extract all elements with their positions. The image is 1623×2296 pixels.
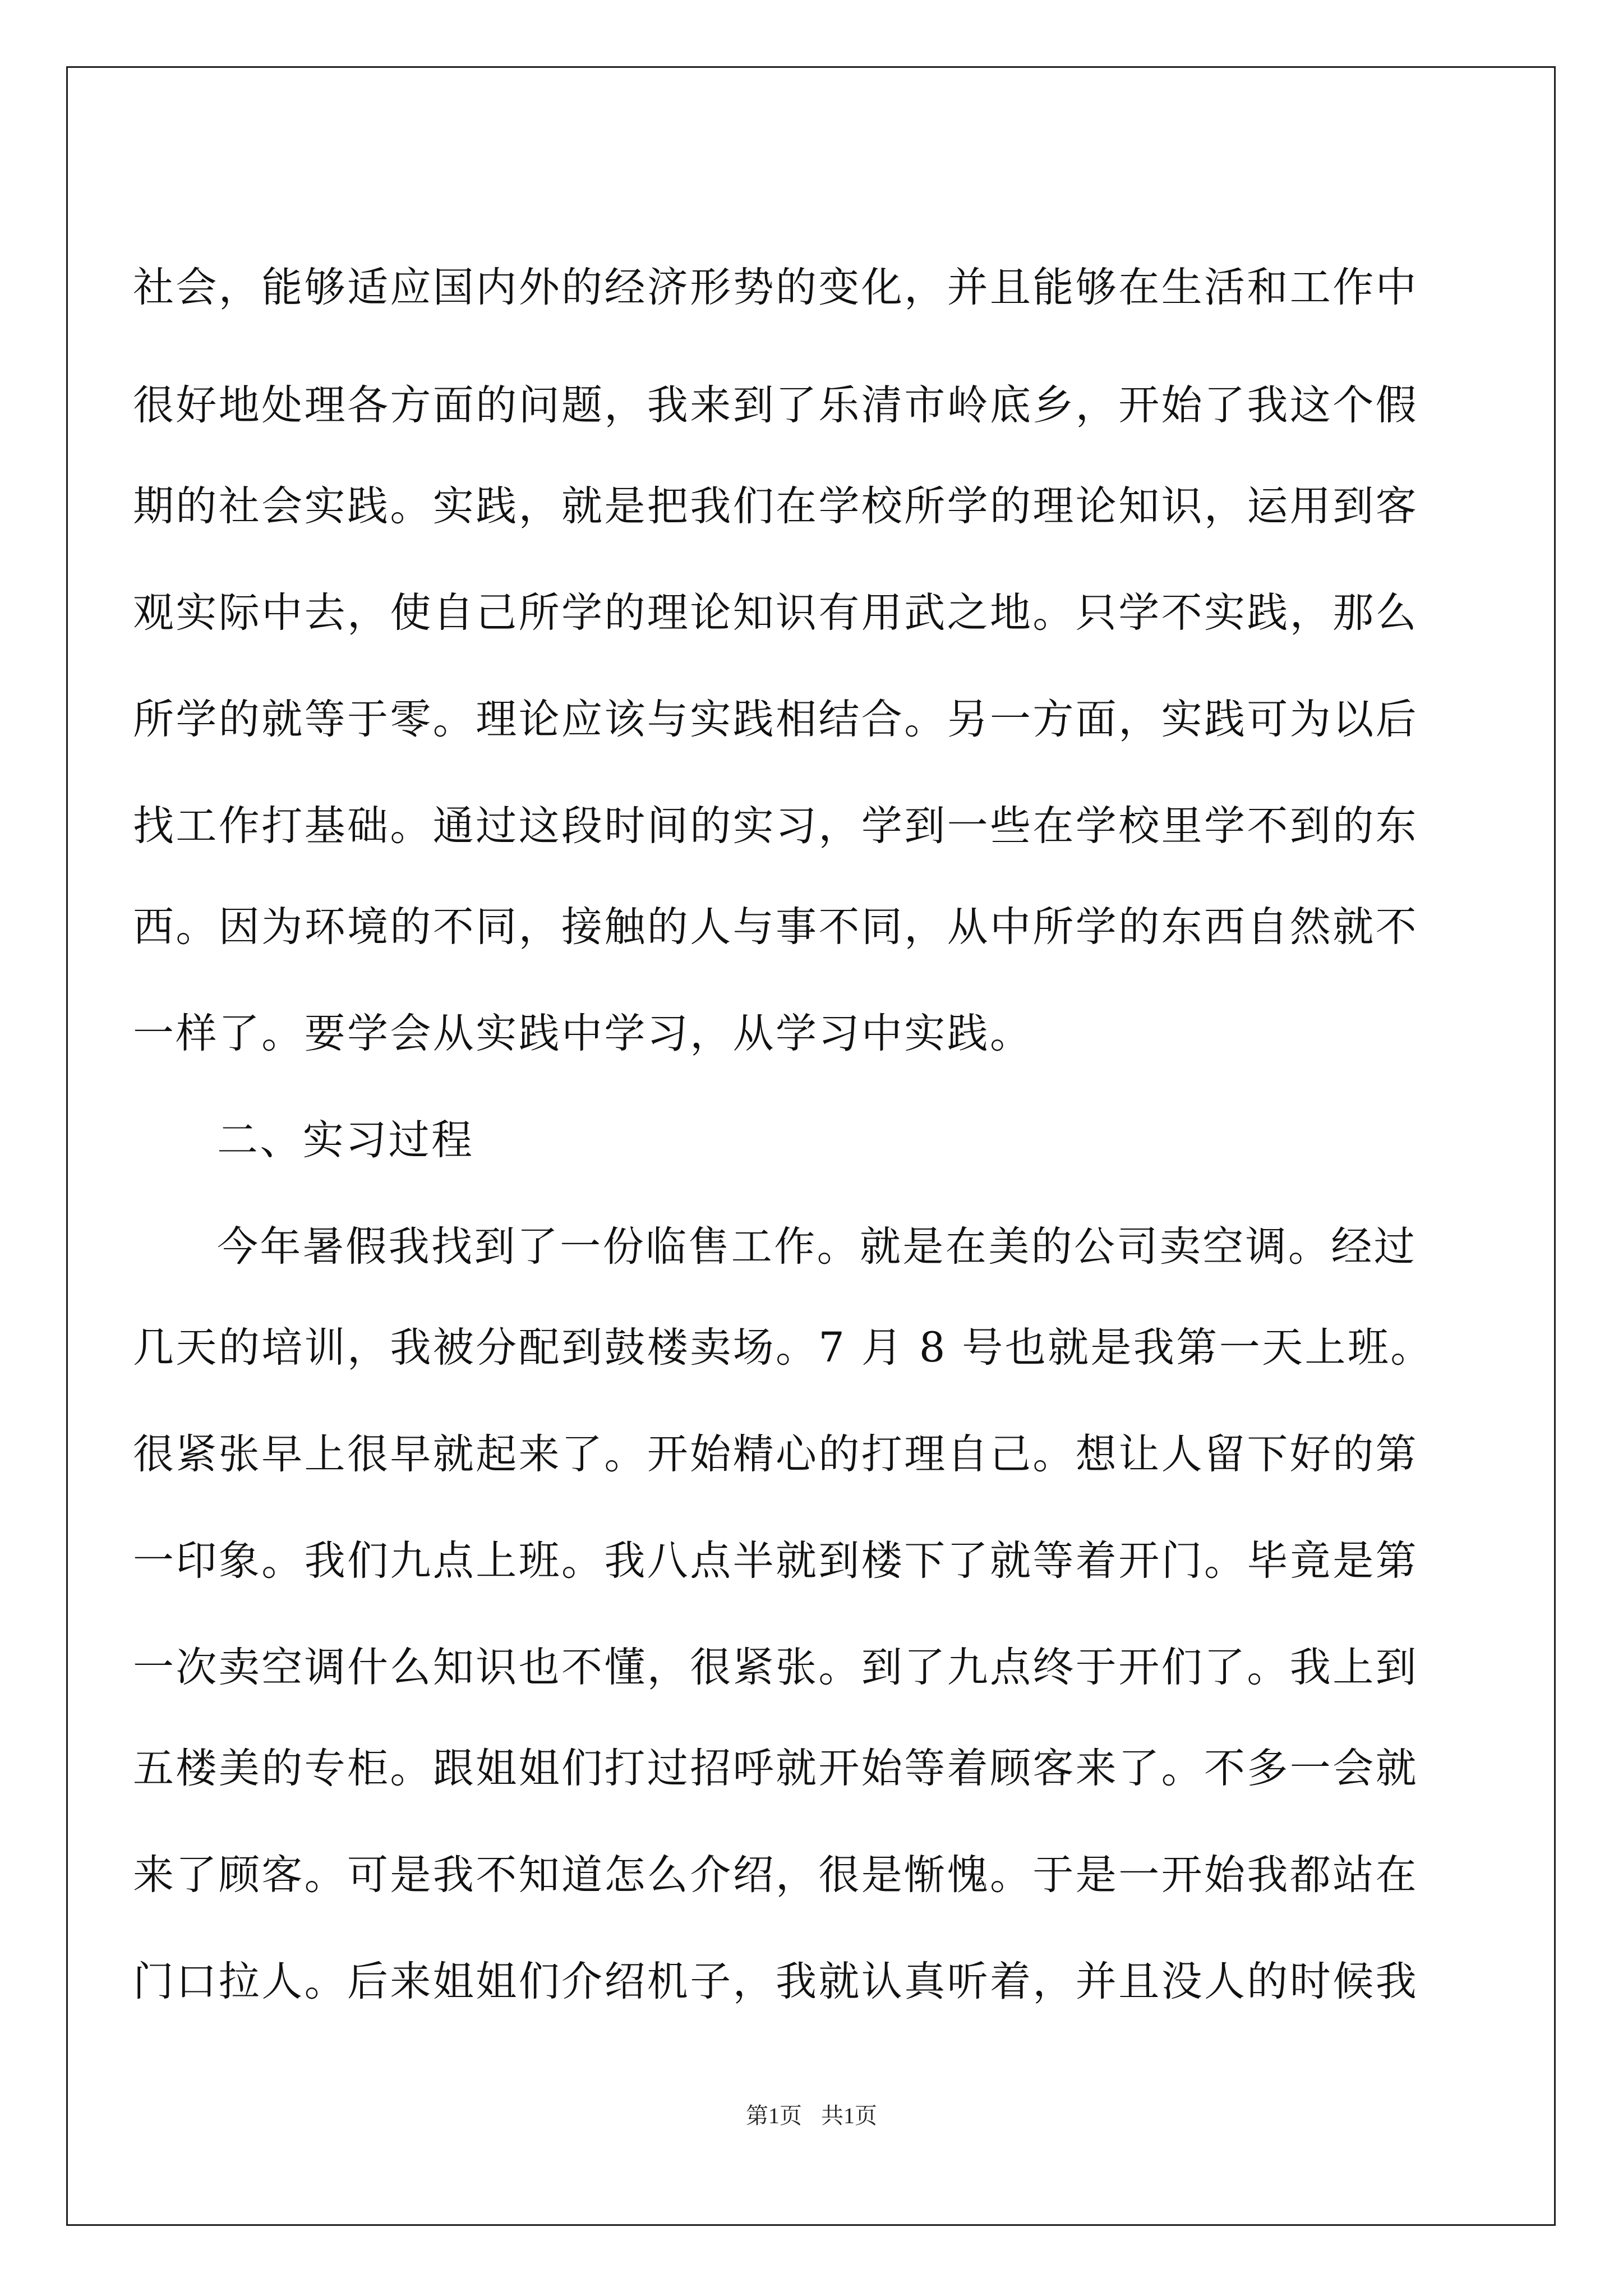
text-line: 很紧张早上很早就起来了。开始精心的打理自己。想让人留下好的第	[133, 1430, 1418, 1478]
page-number: 第1页	[746, 2103, 802, 2128]
text-line: 所学的就等于零。理论应该与实践相结合。另一方面，实践可为以后	[133, 696, 1418, 743]
total-pages: 共1页	[821, 2103, 877, 2128]
section-heading: 二、实习过程	[217, 1116, 474, 1164]
page-footer	[0, 2098, 1623, 2130]
text-line: 一样了。要学会从实践中学习，从学习中实践。	[133, 1010, 1033, 1057]
text-line: 五楼美的专柜。跟姐姐们打过招呼就开始等着顾客来了。不多一会就	[133, 1745, 1418, 1792]
text-line: 观实际中去，使自己所学的理论知识有用武之地。只学不实践，那么	[133, 589, 1418, 637]
text-line: 找工作打基础。通过这段时间的实习，学到一些在学校里学不到的东	[133, 802, 1418, 850]
text-line: 很好地处理各方面的问题，我来到了乐清市岭底乡，开始了我这个假	[133, 381, 1418, 429]
text-line: 社会，能够适应国内外的经济形势的变化，并且能够在生活和工作中	[133, 264, 1418, 311]
text-line: 期的社会实践。实践，就是把我们在学校所学的理论知识，运用到客	[133, 482, 1418, 530]
text-line: 一印象。我们九点上班。我八点半就到楼下了就等着开门。毕竟是第	[133, 1537, 1418, 1585]
text-line: 今年暑假我找到了一份临售工作。就是在美的公司卖空调。经过	[217, 1223, 1417, 1271]
text-line: 西。因为环境的不同，接触的人与事不同，从中所学的东西自然就不	[133, 903, 1418, 951]
text-line: 一次卖空调什么知识也不懂，很紧张。到了九点终于开们了。我上到	[133, 1644, 1418, 1691]
text-line: 来了顾客。可是我不知道怎么介绍，很是惭愧。于是一开始我都站在	[133, 1851, 1418, 1899]
text-line: 几天的培训，我被分配到鼓楼卖场。7 月 8 号也就是我第一天上班。	[133, 1324, 1433, 1372]
text-line: 门口拉人。后来姐姐们介绍机子，我就认真听着，并且没人的时候我	[133, 1958, 1418, 2005]
